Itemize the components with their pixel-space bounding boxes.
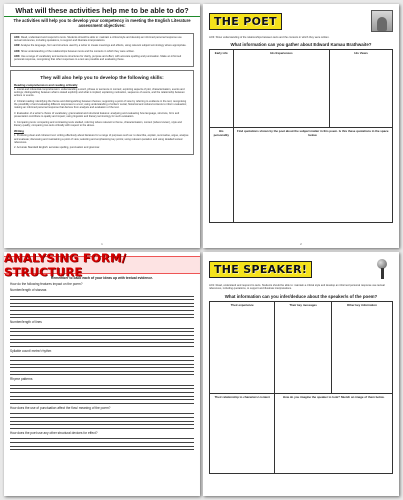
speaker-question: What information can you infer/deduce about the speaker/s of the poem? [224,293,378,299]
intro-question: How do the following features impact on the poem? [10,282,83,286]
reading-item: 3. Evaluation of a writer's choice of vocabulary, grammatical and structural features: analysing and evaluating how language, structure, form and presentation contribute to quality and impact; using linguistic and literary terminology for such evaluation. [14,111,180,119]
skills-box [10,70,194,155]
experience-cell[interactable]: Their experience [210,301,275,393]
writing-heading: Writing [14,129,24,134]
speaker-intro: AO1: Read, understand and respond to texts. Students should be able to: maintain a critical style and develop an informed personal response use textual references, including quotations, to support and illustrate interpretations. [209,284,385,291]
poet-portrait-image [371,10,393,32]
rhyme-section[interactable]: Rhyme patterns [10,377,194,404]
skills-title: They will also help you to develop the following skills: [40,75,164,81]
objectives-box [10,33,194,67]
speaker-header [203,252,399,282]
views-cell[interactable]: His Views [330,50,393,128]
quotations-cell[interactable]: Find quotations shown by the poet about the subject matter in this poem. Is this these quotations in the space below. [233,128,392,223]
form-structure-title: ANALYSING FORM/ STRUCTURE [4,256,200,274]
metre-section[interactable]: Syllable count/ metre/ rhythm [10,349,194,376]
poet-intro: AO3: Show understanding of the relationships between texts and the contexts in which they were written. [209,36,330,39]
key-messages-cell[interactable]: Their key messages [275,301,331,393]
devices-section[interactable]: How does the poet use any other structural devices for effect? [10,431,194,450]
speaker-table [209,301,393,474]
experiences-cell[interactable]: His Experiences [233,50,330,128]
poet-title: THE POET [209,13,282,30]
poet-table [209,49,393,223]
ao-item: AO1: Read, understand and respond to texts. Students should be able to: maintain a critical style and develop an informed personal response use textual references, including quotations, to support and illustrate interpretations. [14,35,182,42]
sketch-cell[interactable]: How do you imagine the speaker to look? Sketch an image of them below. [275,393,393,473]
personality-cell[interactable]: His personality [210,128,234,223]
lines-section[interactable]: Number/length of lines [10,320,194,347]
speaker-title: THE SPEAKER! [209,261,312,278]
poet-header [203,4,399,34]
writing-item: 2. Accurate Standard English: accurate spelling, punctuation and grammar. [14,146,100,150]
relationship-cell[interactable]: Their relationship to characters/ context [210,393,275,473]
reading-heading: Reading comprehension and reading critically [14,82,78,87]
ao-item: AO4: Use a range of vocabulary and sentence structures for clarity, purpose and effect, with accurate spelling and punctuation. Make an informed personal response, recognising that other responses to a text are possible and evaluating these. [14,54,182,62]
ao-item: AO2: Analyse the language, form and structure used by a writer to create meanings and effects, using relevant subject terminology where appropriate. [14,44,187,48]
punctuation-section[interactable]: How does the use of punctuation affect the flow/ meaning of the poem? [10,406,194,429]
page1-title: What will these activities help me to be able to do? [4,4,200,17]
objectives-page [4,4,200,248]
speaker-page [203,252,399,496]
microphone-icon [371,258,393,280]
poet-page [203,4,399,248]
writing-item: 1. Producing clear and coherent text: writing effectively about literature for a range of purposes such as: to describe, explain, summarise, argue, analyse and evaluate; discussing and maintaining a point of view; selecting and emphasising key points; using relevant quotation and using detailed textual references. [14,134,189,144]
poet-question: What information can you gather about Edward Kamau Brathwaite? [230,42,372,48]
page1-subtitle: The activities will help you to develop your competency in meeting the English Literature assessment objectives: [13,18,191,29]
ao-item: AO3: Show understanding of the relationships between texts and the contexts in which they were written. [14,49,135,53]
remember-note: Remember to back each of your ideas up with textual evidence. [50,276,154,280]
other-info-cell[interactable]: Other key information [331,301,392,393]
stanzas-section[interactable]: Number/length of stanzas [10,288,194,318]
early-life-cell[interactable]: Early Life [210,50,234,128]
page-number: 2 [300,242,302,246]
form-structure-page [4,252,200,496]
reading-item: 4. Comparing texts: comparing and contrasting texts studied, referring where relevant to theme, characterisation, context (where known), style and literary quality; comparing two texts critically with respect to the above. [14,120,182,127]
reading-item: 1. Literal and inferential comprehension: understanding a word, phrase or sentence in context; exploring aspects of plot, characterisation, events and settings; distinguishing between what is stated explicitly and what is implied; explaining motivation, sequence of events, and the relationship between actions or events. [14,87,185,98]
page-number: 1 [101,242,103,246]
reading-item: 2. Critical reading: identifying the theme and distinguishing between themes; supporting a point of view by referring to evidence in the text; recognising the possibility of and evaluating different responses to a text; using understanding of writers' social, historical and cultural contexts to inform evaluation; making an informed personal response that derives from analysis and evaluation of the text. [14,99,187,110]
